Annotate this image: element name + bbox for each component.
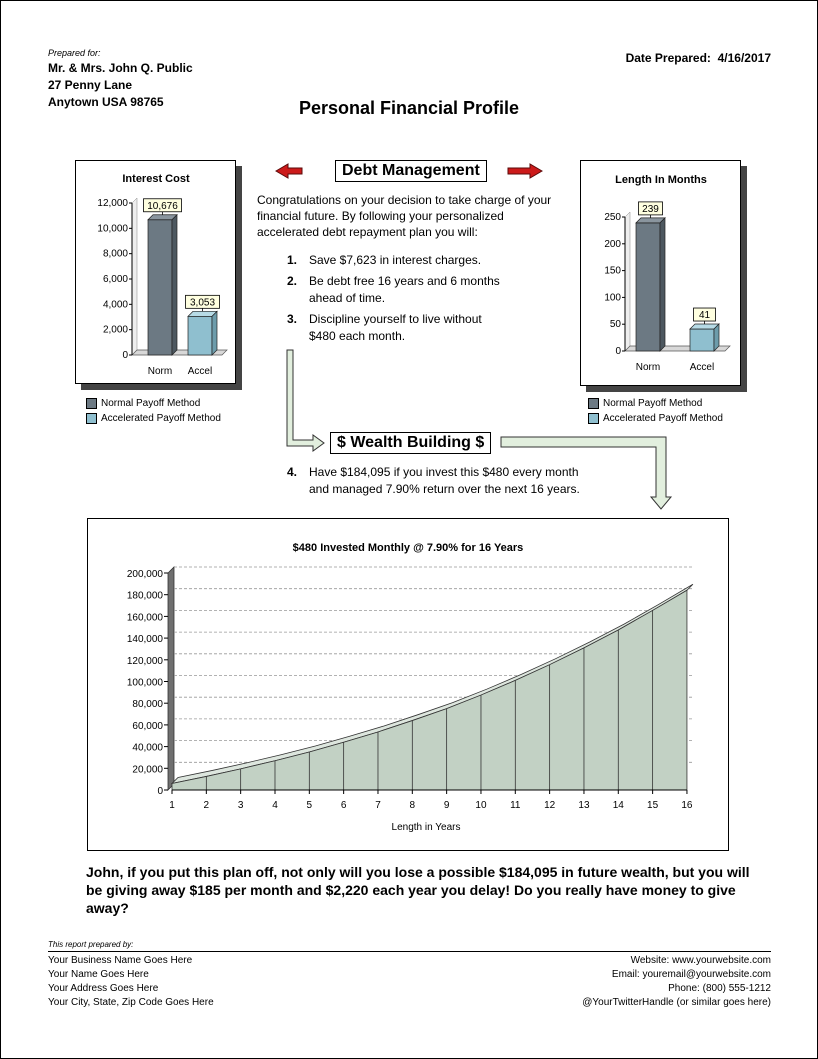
y-tick-label: 100,000	[126, 677, 163, 689]
value-label: 3,053	[189, 297, 216, 309]
x-tick-label: 15	[647, 800, 659, 811]
date-label: Date Prepared:	[625, 51, 711, 65]
axis-wall	[168, 567, 174, 790]
x-tick-label: 14	[612, 800, 624, 811]
y-tick-label: 150	[604, 265, 621, 277]
y-tick-label: 250	[604, 212, 621, 223]
chart-title: $480 Invested Monthly @ 7.90% for 16 Years	[292, 542, 524, 554]
debt-intro-text: Congratulations on your decision to take charge of your financial future. By following your personalized accelerated debt repayment plan you will:	[257, 193, 552, 239]
legend-accelerated-label: Accelerated Payoff Method	[101, 413, 221, 424]
website: Website: www.yourwebsite.com	[630, 955, 771, 966]
x-tick-label: 10	[475, 800, 487, 811]
y-tick-label: 80,000	[132, 699, 163, 711]
x-tick-label: 4	[272, 800, 278, 811]
x-tick-label: 9	[443, 800, 450, 811]
y-tick-label: 120,000	[126, 655, 163, 667]
legend-normal-label: Normal Payoff Method	[603, 398, 703, 409]
delay-warning-text: John, if you put this plan off, not only will you lose a possible $184,095 in future wealth, but you will be giving away $185 per month and $2,220 each year you delay! Do you really have money to give away?	[86, 864, 750, 916]
y-tick-label: 12,000	[97, 198, 128, 209]
step-1	[287, 252, 567, 268]
step-line: Discipline yourself to live without	[309, 312, 482, 326]
y-tick-label: 40,000	[132, 742, 163, 754]
date-value: 4/16/2017	[717, 51, 771, 65]
y-tick-label: 180,000	[126, 590, 163, 602]
right-red-arrow-icon	[508, 164, 542, 178]
y-tick-label: 4,000	[102, 299, 128, 311]
y-tick-label: 10,000	[97, 223, 128, 235]
x-tick-label: 1	[169, 800, 175, 811]
y-tick-label: 140,000	[126, 634, 163, 646]
y-tick-label: 50	[609, 319, 621, 331]
x-tick-label: 13	[578, 800, 590, 811]
email: Email: youremail@yourwebsite.com	[611, 969, 771, 980]
x-tick-label: 16	[681, 800, 693, 811]
value-label: 10,676	[147, 200, 178, 212]
business-city-state-zip: Your City, State, Zip Code Goes Here	[48, 997, 214, 1008]
step-line: $480 each month.	[309, 329, 406, 343]
step-number: 4.	[287, 465, 298, 479]
chart-title: Interest Cost	[122, 173, 190, 185]
y-tick-label: 60,000	[132, 720, 163, 732]
y-tick-label: 200	[604, 238, 621, 250]
advisor-name: Your Name Goes Here	[48, 969, 149, 980]
step-line: ahead of time.	[309, 291, 386, 305]
y-tick-label: 160,000	[126, 612, 163, 624]
step-number: 2.	[287, 274, 298, 288]
x-category-label: Norm	[635, 362, 661, 373]
y-tick-label: 6,000	[102, 274, 128, 285]
step-line: Save $7,623 in interest charges.	[309, 253, 482, 267]
left-red-arrow-icon	[276, 164, 302, 178]
x-axis-title: Length in Years	[391, 822, 461, 833]
twitter-handle: @YourTwitterHandle (or similar goes here)	[582, 997, 771, 1008]
y-tick-label: 0	[122, 350, 128, 361]
step-number: 3.	[287, 312, 298, 326]
y-tick-label: 100	[604, 292, 621, 304]
page-title: Personal Financial Profile	[298, 98, 520, 118]
phone: Phone: (800) 555-1212	[668, 983, 771, 994]
y-tick-label: 0	[615, 346, 621, 357]
step-line: Have $184,095 if you invest this $480 every month	[309, 465, 579, 479]
value-label: 41	[698, 310, 711, 322]
x-tick-label: 6	[340, 800, 347, 811]
value-label: 239	[642, 203, 659, 215]
area-series	[172, 590, 687, 790]
step-3	[287, 311, 567, 345]
legend-accelerated-label: Accelerated Payoff Method	[603, 413, 723, 424]
y-tick-label: 2,000	[102, 324, 128, 336]
footer-contact-info	[582, 954, 771, 1010]
y-tick-label: 20,000	[132, 764, 163, 776]
down-right-green-arrow-icon	[287, 350, 324, 451]
step-line: Be debt free 16 years and 6 months	[309, 274, 500, 288]
y-tick-label: 8,000	[102, 248, 128, 260]
x-tick-label: 11	[510, 800, 521, 811]
x-tick-label: 3	[237, 800, 244, 811]
step-number: 1.	[287, 253, 298, 267]
debt-management-label: Debt Management	[335, 160, 487, 182]
y-tick-label: 200,000	[126, 569, 163, 580]
x-category-label: Accel	[187, 366, 213, 377]
x-tick-label: 7	[375, 800, 381, 811]
investment-growth-chart	[87, 518, 729, 851]
legend-normal-label: Normal Payoff Method	[101, 398, 201, 409]
wealth-building-label: $ Wealth Building $	[330, 432, 491, 454]
step-line: and managed 7.90% return over the next 16 years.	[309, 482, 580, 496]
x-tick-label: 2	[203, 800, 210, 811]
footer-divider	[48, 951, 771, 952]
client-name: Mr. & Mrs. John Q. Public	[48, 61, 193, 75]
step-2	[287, 273, 567, 307]
x-category-label: Accel	[689, 362, 715, 373]
investment-growth-svg	[88, 519, 728, 850]
x-category-label: Norm	[147, 366, 173, 377]
x-tick-label: 5	[306, 800, 313, 811]
client-address-line2: Anytown USA 98765	[48, 95, 164, 109]
chart-title: Length In Months	[615, 174, 707, 186]
prepared-for-label: Prepared for:	[48, 48, 101, 58]
x-tick-label: 12	[544, 800, 556, 811]
footer-business-info	[48, 954, 214, 1010]
client-address-line1: 27 Penny Lane	[48, 78, 133, 92]
x-tick-label: 8	[409, 800, 416, 811]
y-tick-label: 0	[157, 786, 163, 797]
business-address: Your Address Goes Here	[48, 983, 159, 994]
step-4	[287, 464, 627, 498]
footer-label: This report prepared by:	[48, 940, 134, 949]
business-name: Your Business Name Goes Here	[48, 955, 193, 966]
